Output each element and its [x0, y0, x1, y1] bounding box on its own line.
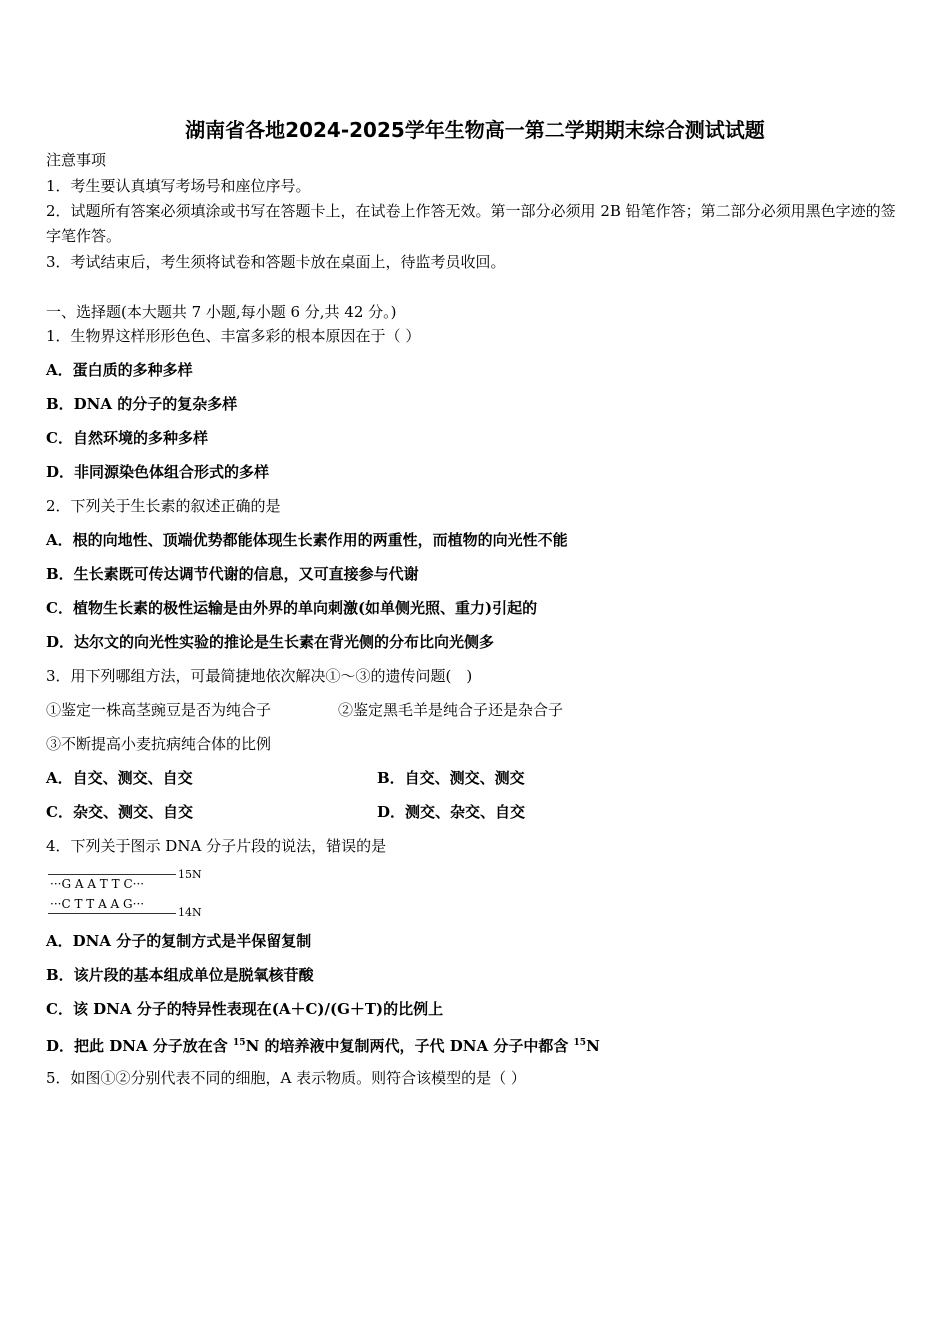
notice-item: 3．考试结束后，考生须将试卷和答题卡放在桌面上，待监考员收回。	[46, 253, 506, 271]
option-d: D．测交、杂交、自交	[377, 803, 526, 821]
option-d-text: D．把此 DNA 分子放在含	[46, 1037, 234, 1055]
dna-top-strand: ···G A A T T C···	[50, 877, 145, 891]
option-a: A．根的向地性、顶端优势都能体现生长素作用的两重性，而植物的向光性不能	[46, 531, 568, 549]
superscript: 15	[233, 1038, 246, 1048]
option-a: A．DNA 分子的复制方式是半保留复制	[46, 932, 312, 950]
option-c: C．自然环境的多种多样	[46, 429, 208, 447]
q3-item: ①鉴定一株高茎豌豆是否为纯合子	[46, 701, 272, 719]
option-c: C．杂交、测交、自交	[46, 803, 193, 821]
option-a: A．蛋白质的多种多样	[46, 361, 193, 379]
option-d-text: N	[586, 1037, 600, 1055]
option-b: B．生长素既可传达调节代谢的信息，又可直接参与代谢	[46, 565, 419, 583]
question-4: 4．下列关于图示 DNA 分子片段的说法，错误的是	[46, 837, 387, 855]
notice-heading: 注意事项	[46, 151, 107, 169]
page-title: 湖南省各地2024-2025学年生物高一第二学期期末综合测试试题	[185, 118, 765, 142]
option-b: B．自交、测交、测交	[377, 769, 525, 787]
question-2: 2．下列关于生长素的叙述正确的是	[46, 497, 281, 515]
dna-bottom-label: 14N	[178, 906, 202, 919]
option-d: D．达尔文的向光性实验的推论是生长素在背光侧的分布比向光侧多	[46, 633, 495, 651]
notice-item: 1．考生要认真填写考场号和座位序号。	[46, 177, 311, 195]
option-b: B．DNA 的分子的复杂多样	[46, 395, 238, 413]
option-c: C．植物生长素的极性运输是由外界的单向刺激(如单侧光照、重力)引起的	[46, 599, 538, 617]
q3-item: ③不断提高小麦抗病纯合体的比例	[46, 735, 272, 753]
dna-top-label: 15N	[178, 868, 202, 881]
question-3: 3．用下列哪组方法，可最简捷地依次解决①～③的遗传问题( )	[46, 667, 473, 685]
option-d-text: N 的培养液中复制两代，子代 DNA 分子中都含	[245, 1037, 574, 1055]
section-heading: 一、选择题(本大题共 7 小题,每小题 6 分,共 42 分。)	[46, 303, 397, 321]
question-5: 5．如图①②分别代表不同的细胞，A 表示物质。则符合该模型的是（ ）	[46, 1069, 526, 1087]
dna-bottom-strand: ···C T T A A G···	[50, 897, 145, 911]
question-1: 1．生物界这样形形色色、丰富多彩的根本原因在于（ ）	[46, 327, 421, 345]
option-a: A．自交、测交、自交	[46, 769, 193, 787]
option-b: B．该片段的基本组成单位是脱氧核苷酸	[46, 966, 314, 984]
dna-diagram	[46, 868, 206, 918]
option-d	[46, 1033, 600, 1056]
option-c: C．该 DNA 分子的特异性表现在(A＋C)/(G＋T)的比例上	[46, 1000, 444, 1018]
notice-item: 2．试题所有答案必须填涂或书写在答题卡上，在试卷上作答无效。第一部分必须用 2B 铅笔作答；第二部分必须用黑色字迹的签字笔作答。	[46, 202, 896, 245]
option-d: D．非同源染色体组合形式的多样	[46, 463, 270, 481]
superscript: 15	[573, 1038, 587, 1048]
q3-item: ②鉴定黑毛羊是纯合子还是杂合子	[338, 701, 564, 719]
